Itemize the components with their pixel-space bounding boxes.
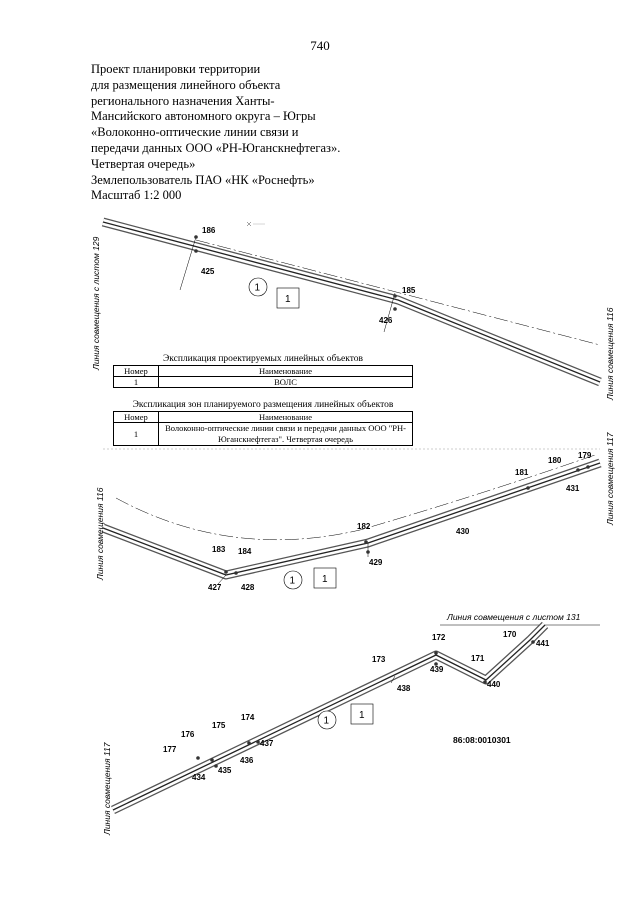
scale: Масштаб 1:2 000 (91, 188, 182, 203)
point-label: 184 (238, 547, 252, 556)
table-cell: 1 (114, 423, 159, 446)
edge-label-117-left: Линия совмещения 117 (102, 742, 112, 835)
point-label: 182 (357, 522, 371, 531)
title-line: регионального назначения Ханты- (91, 93, 275, 108)
title-line: Проект планировки территории (91, 62, 261, 76)
section-3 (102, 612, 600, 836)
point-label: 436 (240, 756, 254, 765)
point-marker (434, 651, 438, 655)
point-label: 441 (536, 639, 550, 648)
point-label: 431 (566, 484, 580, 493)
point-label: 439 (430, 665, 444, 674)
point-marker (393, 307, 397, 311)
edge-label-116-left: Линия совмещения 116 (95, 487, 105, 580)
point-marker (531, 640, 535, 644)
table-header-cell: Наименование (159, 366, 413, 377)
point-label: 430 (456, 527, 470, 536)
table-cell: 1 (114, 377, 159, 388)
zones-table-caption: Экспликация зон планируемого размещения линейных объектов (132, 400, 394, 410)
point-marker (586, 465, 590, 469)
title-line: Мансийского автономного округа – Югры (91, 109, 316, 124)
route-corridor-inner (103, 463, 600, 575)
point-label: 172 (432, 633, 446, 642)
table-header-cell: Наименование (159, 412, 413, 423)
table-cell: Волоконно-оптические линии связи и передачи данных ООО "РН-Юганскнефтегаз". Четвертая очередь (159, 423, 413, 446)
circle-marker-label: 1 (254, 282, 261, 294)
point-marker (526, 486, 530, 490)
point-marker (196, 756, 200, 760)
point-marker (234, 571, 238, 575)
point-marker (224, 570, 228, 574)
point-label: 179 (578, 451, 592, 460)
table-row (114, 377, 413, 388)
point-label: 437 (260, 739, 274, 748)
point-label: 170 (503, 630, 517, 639)
point-label: 171 (471, 654, 485, 663)
point-marker (247, 741, 251, 745)
zones-table (113, 411, 413, 446)
square-marker-label: 1 (285, 294, 291, 305)
table-header-row (114, 412, 413, 423)
objects-table (113, 365, 413, 388)
point-marker (364, 540, 368, 544)
title-line: для размещения линейного объекта (91, 77, 281, 92)
square-marker-label: 1 (322, 574, 328, 585)
title-line: «Волоконно-оптические линии связи и (91, 125, 299, 140)
point-label: 427 (208, 583, 222, 592)
point-label: 426 (379, 316, 393, 325)
table-header-cell: Номер (114, 366, 159, 377)
table-header-row (114, 366, 413, 377)
title-line: Четвертая очередь» (91, 156, 196, 171)
point-label: 175 (212, 721, 226, 730)
point-marker (194, 235, 198, 239)
point-label: 174 (241, 713, 255, 722)
objects-table-caption: Экспликация проектируемых линейных объектов (162, 354, 364, 364)
land-user: Землепользователь ПАО «НК «Роснефть» (91, 172, 315, 187)
edge-label-116-right: Линия совмещения 116 (605, 307, 615, 400)
point-marker (393, 294, 397, 298)
table-cell: ВОЛС (159, 377, 413, 388)
point-marker (366, 550, 370, 554)
edge-label-129: Линия совмещения с листом 129 (91, 236, 101, 370)
circle-marker-label: 1 (289, 575, 296, 587)
point-label: 176 (181, 730, 195, 739)
point-label: 434 (192, 773, 206, 782)
point-label: 183 (212, 545, 226, 554)
page-number: 740 (310, 38, 330, 53)
point-label: 186 (202, 226, 216, 235)
point-marker (576, 468, 580, 472)
point-label: 173 (372, 655, 386, 664)
symbol-note (247, 222, 265, 226)
point-label: 438 (397, 684, 411, 693)
point-label: 440 (487, 680, 501, 689)
edge-label-131: Линия совмещения с листом 131 (447, 612, 581, 622)
title-line: передачи данных ООО «РН-Юганскнефтегаз». (91, 140, 341, 155)
table-row (114, 423, 413, 446)
point-label: 177 (163, 745, 177, 754)
point-label: 435 (218, 766, 232, 775)
square-marker-label: 1 (359, 710, 365, 721)
point-label: 429 (369, 558, 383, 567)
point-marker (194, 249, 198, 253)
cadastral-number: 86:08:0010301 (453, 735, 511, 745)
point-label: 185 (402, 286, 416, 295)
point-label: 425 (201, 267, 215, 276)
point-label: 428 (241, 583, 255, 592)
point-label: 180 (548, 456, 562, 465)
edge-label-117-right: Линия совмещения 117 (605, 432, 615, 525)
table-header-cell: Номер (114, 412, 159, 423)
section-2 (95, 432, 615, 592)
point-label: 181 (515, 468, 529, 477)
circle-marker-label: 1 (323, 715, 330, 727)
point-marker (210, 758, 214, 762)
